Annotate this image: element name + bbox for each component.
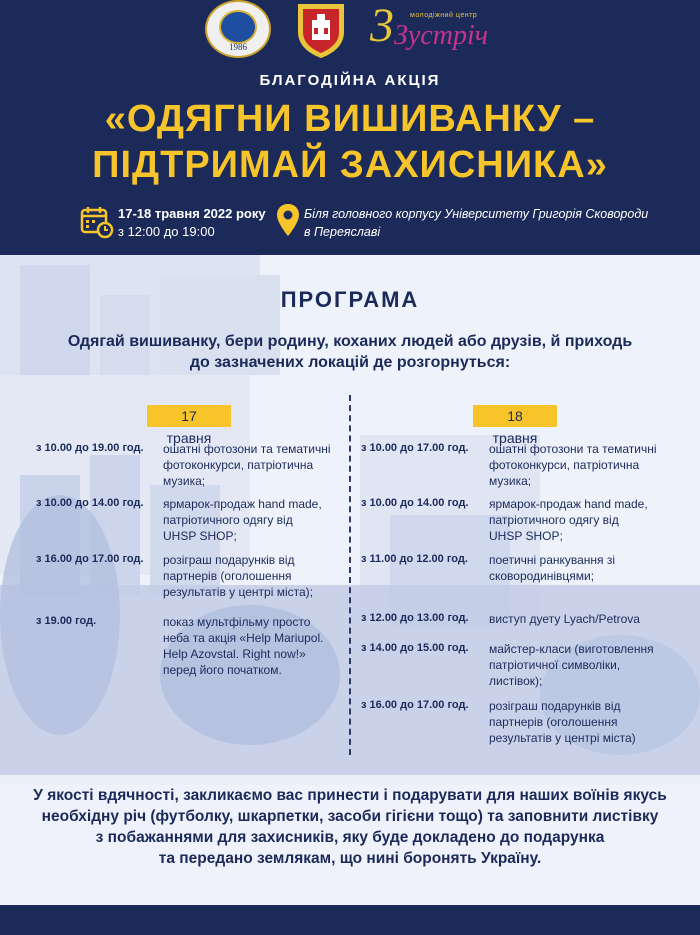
desc-line: музика; bbox=[163, 474, 206, 488]
day1-item-1-time: з 10.00 до 19.00 год. bbox=[36, 442, 144, 454]
day2-item-5-desc bbox=[489, 641, 654, 689]
event-title-line1: «ОДЯГНИ ВИШИВАНКУ – bbox=[104, 98, 596, 140]
program-intro bbox=[60, 331, 640, 373]
gratitude-line1: У якості вдячності, закликаємо вас принести і подарувати для наших воїнів якусь bbox=[33, 787, 667, 804]
calendar-clock-icon bbox=[80, 205, 114, 239]
desc-line: патріотичного одягу від bbox=[489, 513, 619, 527]
day2-item-1-desc bbox=[489, 441, 657, 489]
desc-line: фотоконкурси, патріотична bbox=[489, 458, 640, 472]
event-location-city: в Переяславі bbox=[304, 225, 381, 239]
logos bbox=[200, 0, 520, 62]
day2-item-6-time: з 16.00 до 17.00 год. bbox=[361, 699, 469, 711]
day2-item-4-desc bbox=[489, 611, 640, 627]
desc-line: показ мультфільму просто bbox=[163, 615, 311, 629]
day2-item-5-time: з 14.00 до 15.00 год. bbox=[361, 642, 469, 654]
desc-line: розіграш подарунків від bbox=[489, 699, 621, 713]
desc-line: розіграш подарунків від bbox=[163, 553, 295, 567]
desc-line: сковородинівцями; bbox=[489, 569, 595, 583]
event-title-line2: ПІДТРИМАЙ ЗАХИСНИКА» bbox=[92, 144, 608, 186]
event-title bbox=[0, 96, 700, 188]
desc-line: Help Azovstal. Right now!» bbox=[163, 647, 306, 661]
day2-item-2-time: з 10.00 до 14.00 год. bbox=[361, 497, 469, 509]
header bbox=[0, 0, 700, 255]
desc-line: ярмарок-продаж hand made, bbox=[489, 497, 648, 511]
desc-line: патріотичного одягу від bbox=[163, 513, 293, 527]
desc-line: ошатні фотозони та тематичні bbox=[489, 442, 657, 456]
desc-line: результатів у центрі міста); bbox=[163, 585, 313, 599]
desc-line: партнерів (оголошення bbox=[489, 715, 618, 729]
day2-item-4-time: з 12.00 до 13.00 год. bbox=[361, 612, 469, 624]
desc-line: перед його початком. bbox=[163, 663, 282, 677]
day-divider bbox=[349, 395, 351, 755]
desc-line: фотоконкурси, патріотична bbox=[163, 458, 314, 472]
event-kicker: БЛАГОДІЙНА АКЦІЯ bbox=[259, 72, 441, 89]
desc-line: партнерів (оголошення bbox=[163, 569, 292, 583]
program-intro-line1: Одягай вишиванку, бери родину, коханих людей або друзів, й приходь bbox=[67, 333, 633, 350]
event-info bbox=[80, 203, 649, 243]
program-intro-line2: до зазначених локацій де розгорнуться: bbox=[189, 354, 511, 371]
desc-line: патріотичної символіки, bbox=[489, 658, 621, 672]
gratitude-line3: з побажаннями для захисників, яку буде докладено до подарунка bbox=[95, 829, 605, 846]
gratitude-line2: необхідну річ (футболку, шкарпетки, засоби гігієни тощо) та заповнити листівку bbox=[41, 808, 659, 825]
desc-line: музика; bbox=[489, 474, 532, 488]
city-coat-of-arms-icon bbox=[292, 0, 350, 60]
desc-line: листівок); bbox=[489, 674, 543, 688]
desc-line: UHSP SHOP; bbox=[163, 529, 237, 543]
desc-line: майстер-класи (виготовлення bbox=[489, 642, 654, 656]
gratitude-text bbox=[30, 785, 670, 869]
university-logo bbox=[205, 0, 271, 58]
youth-center-logo-word: Зустріч bbox=[394, 20, 489, 51]
event-dates: 17-18 травня 2022 року bbox=[118, 206, 266, 221]
university-emblem-icon bbox=[219, 10, 257, 44]
desc-line: поетичні ранкування зі bbox=[489, 553, 616, 567]
day1-item-3-time: з 16.00 до 17.00 год. bbox=[36, 553, 144, 565]
day1-item-4-desc bbox=[163, 614, 323, 678]
day2-badge: 18 травня bbox=[473, 405, 557, 427]
desc-line: неба та акція «Help Mariupol. bbox=[163, 631, 324, 645]
desc-line: ярмарок-продаж hand made, bbox=[163, 497, 322, 511]
youth-center-logo-mark: 3 bbox=[370, 0, 394, 52]
day1-item-3-desc bbox=[163, 552, 313, 600]
gratitude-line4: та передано землякам, що нині боронять Україну. bbox=[158, 850, 542, 867]
event-location: Біля головного корпусу Університету Григорія Сковороди bbox=[304, 207, 649, 221]
day2-item-6-desc bbox=[489, 698, 636, 746]
day1-badge: 17 травня bbox=[147, 405, 231, 427]
program-title: ПРОГРАМА bbox=[280, 287, 420, 312]
event-hours: з 12:00 до 19:00 bbox=[118, 224, 215, 239]
day2-item-2-desc bbox=[489, 496, 648, 544]
day1-item-1-desc bbox=[163, 441, 331, 489]
day1-item-4-time: з 19.00 год. bbox=[36, 615, 97, 627]
location-pin-icon bbox=[276, 203, 300, 237]
day2-item-1-time: з 10.00 до 17.00 год. bbox=[361, 442, 469, 454]
day1-item-2-desc bbox=[163, 496, 322, 544]
bottom-bar bbox=[0, 905, 700, 935]
day2-item-3-time: з 11.00 до 12.00 год. bbox=[361, 553, 468, 565]
youth-center-logo bbox=[370, 2, 500, 54]
day2-item-3-desc bbox=[489, 552, 615, 584]
desc-line: виступ дуету Lyach/Petrova bbox=[489, 612, 640, 626]
desc-line: ошатні фотозони та тематичні bbox=[163, 442, 331, 456]
university-logo-year: 1986 bbox=[229, 42, 247, 52]
desc-line: UHSP SHOP; bbox=[489, 529, 563, 543]
program-panel bbox=[0, 255, 700, 905]
youth-center-logo-small: молодіжний центр bbox=[410, 12, 478, 19]
day1-item-2-time: з 10.00 до 14.00 год. bbox=[36, 497, 144, 509]
desc-line: результатів у центрі міста) bbox=[489, 731, 636, 745]
